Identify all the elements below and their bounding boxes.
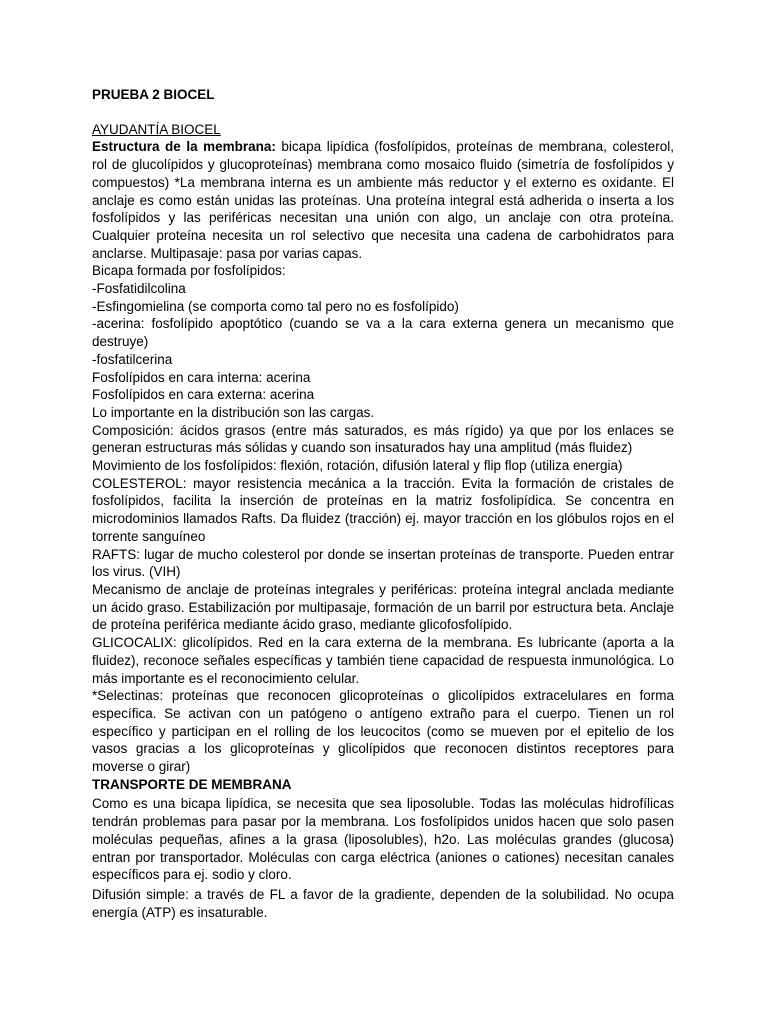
paragraph-glicocalix: GLICOCALIX: glicolípidos. Red en la cara externa de la membrana. Es lubricante (aporta a la fluidez), reconoce señales específicas y también tiene capacidad de respuesta inmunológica. Lo más importante es el reconocimiento celular. <box>92 635 674 686</box>
line-bicapa: Bicapa formada por fosfolípidos: <box>92 263 286 279</box>
line-fosfatilcerina: -fosfatilcerina <box>92 351 173 367</box>
section-heading-transporte: TRANSPORTE DE MEMBRANA <box>92 776 292 792</box>
paragraph-difusion: Difusión simple: a través de FL a favor de la gradiente, dependen de la solubilidad. No ocupa energía (ATP) es insaturable. <box>92 886 674 920</box>
paragraph-colesterol: COLESTEROL: mayor resistencia mecánica a la tracción. Evita la formación de cristales de fosfolípidos, facilita la inserción de proteínas en la matriz fosfolipídica. Se concentra en microdominios llamados Rafts. Da fluidez (tracción) ej. mayor tracción en los glóbulos rojos en el torrente sanguíneo <box>92 475 674 544</box>
paragraph-estructura <box>92 138 674 262</box>
estructura-text: bicapa lipídica (fosfolípidos, proteínas de membrana, colesterol, rol de glucolípidos y glucoproteínas) membrana como mosaico fluido (simetría de fosfolípidos y compuestos) *La membrana interna es un ambiente más reductor y el externo es oxidante. El anclaje es como están unidas las proteínas. Una proteína integral está adherida o inserta a los fosfolípidos y las periféricas necesitan una unión con algo, un anclaje con otra proteína. Cualquier proteína necesita un rol selectivo que necesita una cadena de carbohidratos para anclarse. Multipasaje: pasa por varias capas. <box>92 139 674 261</box>
document-title: PRUEBA 2 BIOCEL <box>92 87 215 102</box>
document-page <box>92 86 674 921</box>
line-movimiento: Movimiento de los fosfolípidos: flexión, rotación, difusión lateral y flip flop (utiliza energia) <box>92 458 623 474</box>
paragraph-mecanismo: Mecanismo de anclaje de proteínas integrales y periféricas: proteína integral anclada mediante un ácido graso. Estabilización por multipasaje, formación de un barril por estructura beta. Anclaje de proteína periférica mediante ácido graso, mediante glicofosfolípido. <box>92 581 674 633</box>
paragraph-acerina: -acerina: fosfolípido apoptótico (cuando se va a la cara externa genera un mecanismo que destruye) <box>92 316 674 350</box>
document-subtitle: AYUDANTÍA BIOCEL <box>92 121 221 137</box>
paragraph-transporte: Como es una bicapa lipídica, se necesita que sea liposoluble. Todas las moléculas hidrofílicas tendrán problemas para pasar por la membrana. Los fosfolípidos unidos hacen que solo pasen moléculas pequeñas, afines a la grasa (liposolubles), h2o. Las moléculas grandes (glucosa) entran por transportador. Moléculas con carga eléctrica (aniones o cationes) necesitan canales específicos para ej. sodio y cloro. <box>92 796 674 883</box>
line-cara-externa: Fosfolípidos en cara externa: acerina <box>92 387 315 403</box>
line-esfingomielina: -Esfingomielina (se comporta como tal pero no es fosfolípido) <box>92 298 459 314</box>
paragraph-rafts: RAFTS: lugar de mucho colesterol por donde se insertan proteínas de transporte. Pueden entrar los virus. (VIH) <box>92 546 674 580</box>
paragraph-selectinas: *Selectinas: proteínas que reconocen glicoproteínas o glicolípidos extracelulares en forma específica. Se activan con un patógeno o antígeno extraño para el cuerpo. Tienen un rol específico y participan en el rolling de los leucocitos (como se mueven por el epitelio de los vasos gracias a los glicoproteínas y glicolípidos que reconocen distintos receptores para moverse o girar) <box>92 688 674 775</box>
line-cargas: Lo importante en la distribución son las cargas. <box>92 404 375 420</box>
paragraph-composicion: Composición: ácidos grasos (entre más saturados, es más rígido) ya que por los enlaces se generan estructuras más sólidas y cuando son insaturados hay una amplitud (más fluidez) <box>92 422 674 456</box>
estructura-heading: Estructura de la membrana: <box>92 139 276 155</box>
line-cara-interna: Fosfolípidos en cara interna: acerina <box>92 369 311 385</box>
line-fosfatidilcolina: -Fosfatidilcolina <box>92 281 186 297</box>
